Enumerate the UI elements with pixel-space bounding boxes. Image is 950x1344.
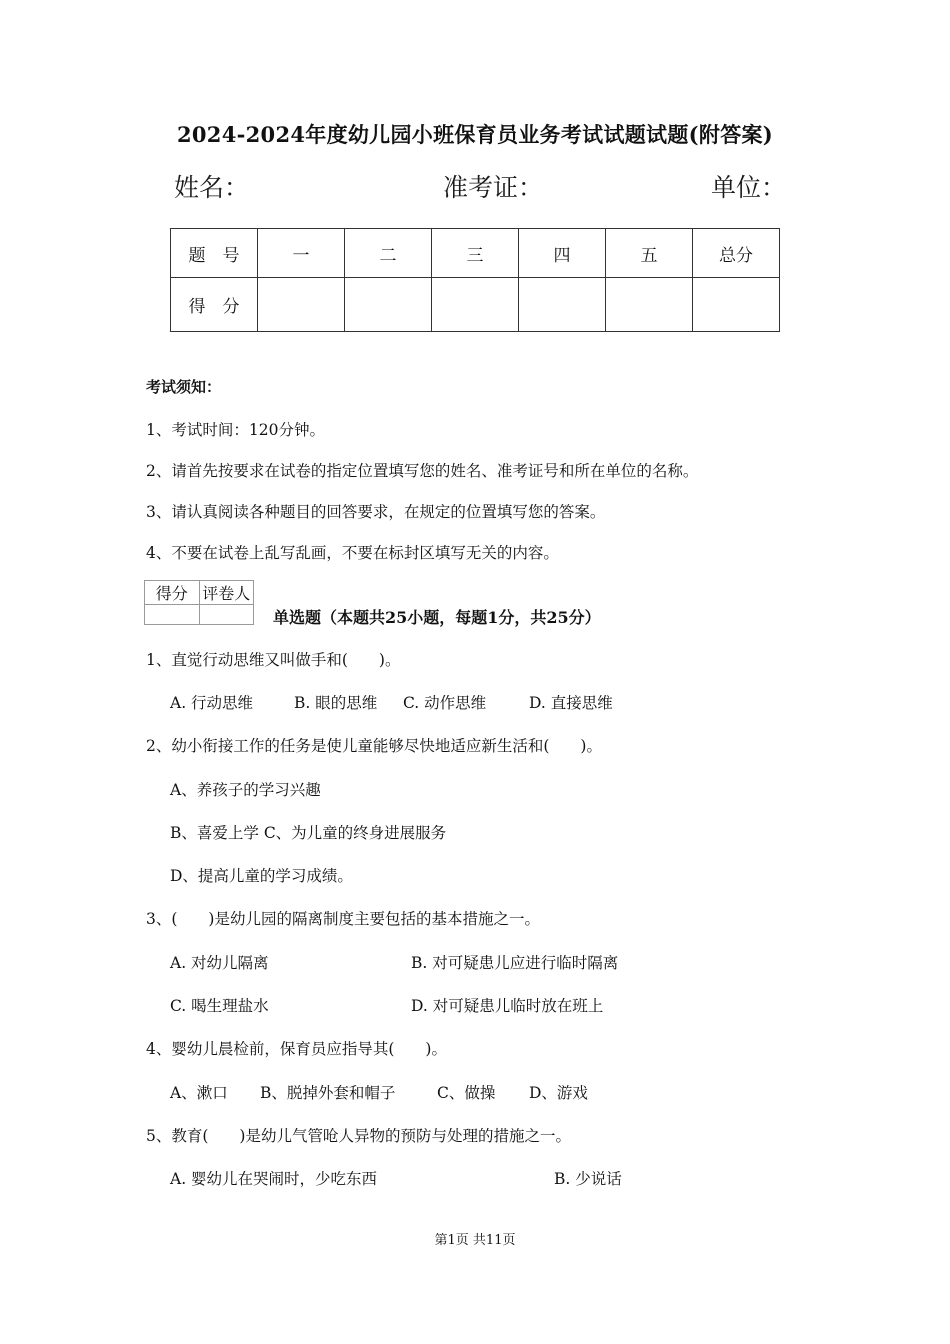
grader-name-label: 评卷人 xyxy=(199,581,254,605)
option-d[interactable]: D、提高儿童的学习成绩。 xyxy=(170,867,353,885)
grader-score-cell[interactable] xyxy=(145,605,200,625)
option-a[interactable]: A. 婴幼儿在哭闹时，少吃东西 xyxy=(170,1170,378,1188)
section-title: 单选题（本题共25小题，每题1分，共25分） xyxy=(273,608,601,627)
note-item: 2、请首先按要求在试卷的指定位置填写您的姓名、准考证号和所在单位的名称。 xyxy=(146,462,699,480)
option-b[interactable]: B. 对可疑患儿应进行临时隔离 xyxy=(411,954,619,972)
score-row-label: 得 分 xyxy=(171,278,258,332)
score-table-header-row xyxy=(171,229,780,278)
score-header-cell: 二 xyxy=(345,229,432,278)
exam-id-label: 准考证： xyxy=(443,173,544,202)
option-a[interactable]: A. 行动思维 xyxy=(170,694,254,712)
grader-box xyxy=(144,580,254,625)
score-cell[interactable] xyxy=(258,278,345,332)
score-cell[interactable] xyxy=(519,278,606,332)
score-header-cell: 一 xyxy=(258,229,345,278)
score-cell[interactable] xyxy=(432,278,519,332)
score-table-score-row xyxy=(171,278,780,332)
score-header-cell: 题 号 xyxy=(171,229,258,278)
note-item: 4、不要在试卷上乱写乱画，不要在标封区填写无关的内容。 xyxy=(146,544,559,562)
grader-score-label: 得分 xyxy=(145,581,200,605)
note-item: 1、考试时间：120分钟。 xyxy=(146,421,325,439)
question-stem: 2、幼小衔接工作的任务是使儿童能够尽快地适应新生活和( )。 xyxy=(146,737,602,755)
score-table xyxy=(170,228,780,332)
question-stem: 3、( )是幼儿园的隔离制度主要包括的基本措施之一。 xyxy=(146,910,540,928)
option-a[interactable]: A. 对幼儿隔离 xyxy=(170,954,269,972)
unit-label: 单位： xyxy=(711,173,787,202)
option-b[interactable]: B、脱掉外套和帽子 xyxy=(260,1084,396,1102)
question-stem: 5、教育( )是幼儿气管呛人异物的预防与处理的措施之一。 xyxy=(146,1127,571,1145)
option-c[interactable]: C. 动作思维 xyxy=(403,694,487,712)
option-a[interactable]: A、养孩子的学习兴趣 xyxy=(170,781,321,799)
name-label: 姓名： xyxy=(174,173,250,202)
score-header-cell: 总分 xyxy=(693,229,780,278)
grader-name-cell[interactable] xyxy=(199,605,254,625)
option-d[interactable]: D. 对可疑患儿临时放在班上 xyxy=(411,997,604,1015)
score-cell[interactable] xyxy=(345,278,432,332)
option-d[interactable]: D. 直接思维 xyxy=(529,694,613,712)
question-stem: 1、直觉行动思维又叫做手和( )。 xyxy=(146,651,401,669)
score-cell[interactable] xyxy=(606,278,693,332)
page-footer: 第1页 共11页 xyxy=(434,1233,516,1248)
option-c[interactable]: C、做操 xyxy=(437,1084,496,1102)
score-header-cell: 四 xyxy=(519,229,606,278)
notes-title: 考试须知： xyxy=(146,378,222,396)
option-c[interactable]: C. 喝生理盐水 xyxy=(170,997,269,1015)
option-b[interactable]: B. 少说话 xyxy=(554,1170,622,1188)
score-cell[interactable] xyxy=(693,278,780,332)
option-b[interactable]: B. 眼的思维 xyxy=(294,694,378,712)
question-stem: 4、婴幼儿晨检前，保育员应指导其( )。 xyxy=(146,1040,447,1058)
option-d[interactable]: D、游戏 xyxy=(529,1084,588,1102)
score-header-cell: 五 xyxy=(606,229,693,278)
option-a[interactable]: A、漱口 xyxy=(170,1084,228,1102)
document-title: 2024-2024年度幼儿园小班保育员业务考试试题试题(附答案) xyxy=(176,122,774,147)
option-b-c[interactable]: B、喜爱上学 C、为儿童的终身进展服务 xyxy=(170,824,447,842)
score-header-cell: 三 xyxy=(432,229,519,278)
note-item: 3、请认真阅读各种题目的回答要求，在规定的位置填写您的答案。 xyxy=(146,503,606,521)
